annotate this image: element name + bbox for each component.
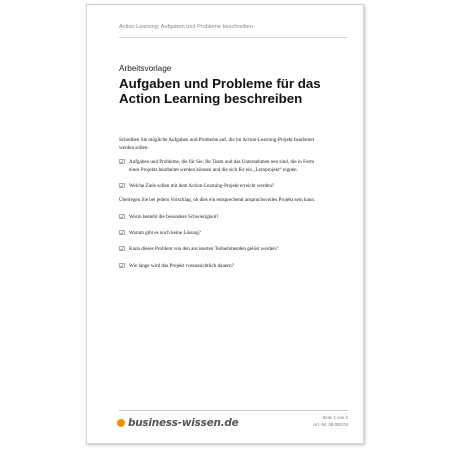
running-header: Action Learning: Aufgaben und Probleme beschreiben [119,24,254,30]
list-item [119,262,319,270]
checked-box-icon: ☑ [119,157,125,166]
list-item [119,158,319,174]
list-item-text: Welche Ziele sollen mit dem Action-Learning-Projekt erreicht werden? [129,183,275,190]
list-item-text: Aufgaben und Probleme, die für Sie, Ihr Team und das Unternehmen neu sind, die in Form eines Projekts bearbeitet werden können und die sich für ein „Lernprojekt“ eignen. [129,158,315,173]
intro-paragraph: Schreiben Sie mögliche Aufgaben und Probleme auf, die im Action-Learning-Projekt bearbeitet werden sollen: [119,137,315,152]
list-item-text: Worin besteht die besondere Schwierigkeit? [129,213,219,220]
footer-divider [119,410,348,411]
article-number: Art.-Nr. 09.092.04 [313,422,348,427]
checked-box-icon: ☑ [119,245,125,254]
header-divider [119,37,348,38]
list-item-text: Kann dieses Problem von den anvisierten Teilnehmenden gelöst werden? [129,246,278,253]
list-item [119,229,319,237]
page-number: Seite 1 von 2 [322,415,348,420]
brand-logo [117,417,239,429]
list-item-text: Warum gibt es noch keine Lösung? [129,230,201,237]
page-title: Aufgaben und Probleme für das Action Learning beschreiben [119,76,321,106]
document-body [119,136,319,278]
list-item [119,245,319,253]
checked-box-icon: ☑ [119,182,125,191]
logo-dot-icon [117,419,125,427]
list-item [119,182,319,190]
checked-box-icon: ☑ [119,212,125,221]
list-item [119,213,319,221]
checked-box-icon: ☑ [119,229,125,238]
middle-paragraph: Überlegen Sie bei jedem Vorschlag, ob dies ein entsprechend anspruchsvolles Projekt sein kann. [119,196,316,203]
footer-meta [313,414,348,428]
list-item-text: Wie lange wird das Projekt voraussichtlich dauern? [129,262,234,269]
checked-box-icon: ☑ [119,261,125,270]
logo-text: business-wissen.de [128,417,239,429]
document-type: Arbeitsvorlage [119,64,172,73]
document-page [86,4,364,444]
